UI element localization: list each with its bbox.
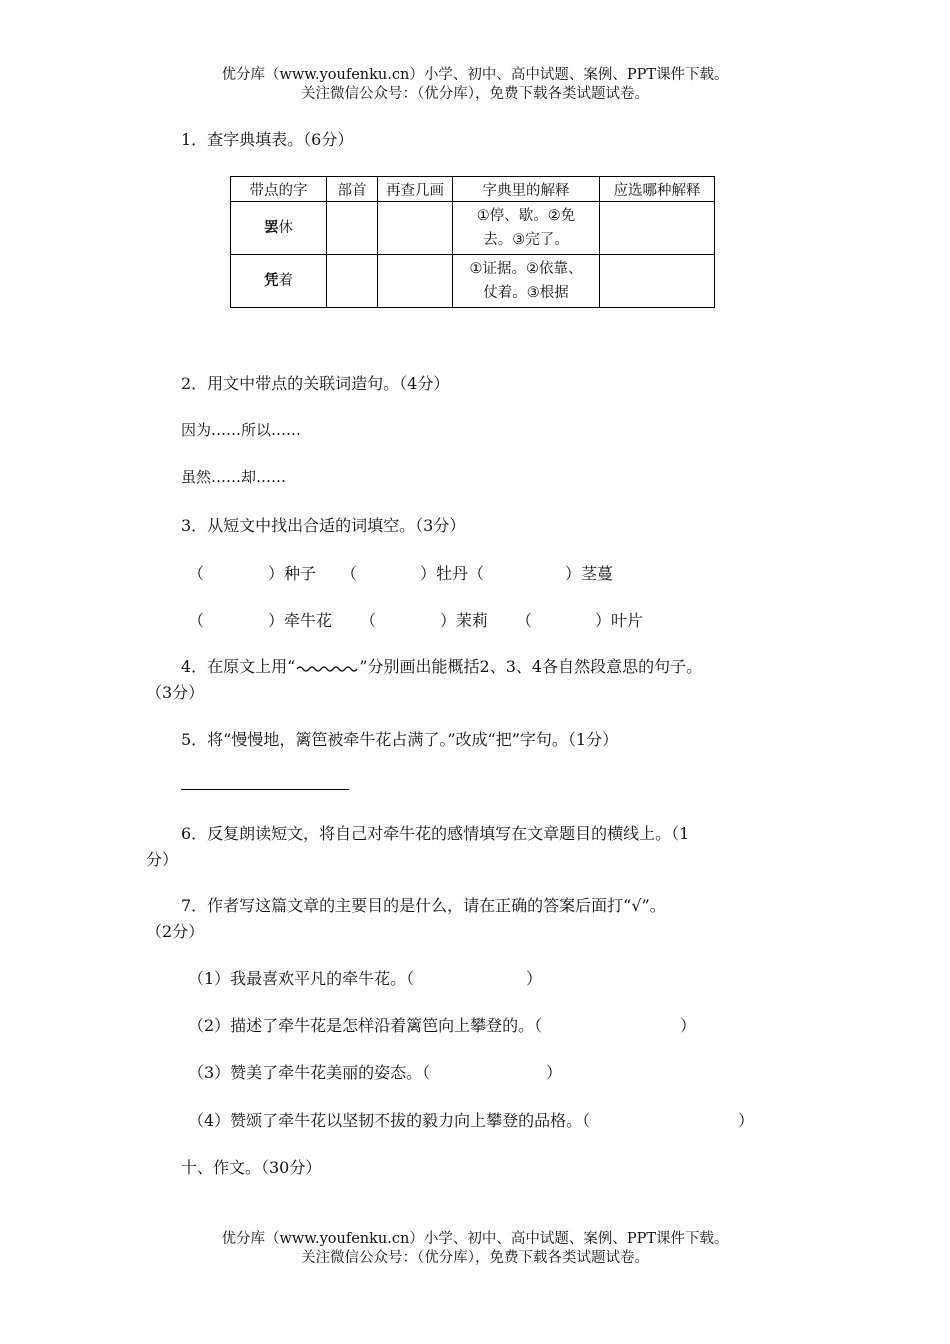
meaning-cell [453,202,600,255]
radical-answer-cell[interactable] [327,202,378,255]
table-header-cell: 应选哪种解释 [600,177,715,202]
q3-word: ）牡丹（ [420,564,485,583]
q4-suffix: ”分别画出能概括2、3、4各自然段意思的句子。 [359,657,703,676]
q7-option-close: ） [738,1111,755,1130]
header-line-2: 关注微信公众号：（优分库），免费下载各类试题试卷。 [301,86,649,102]
q3-paren: （ [188,611,205,630]
q3-word: ）茎蔓 [565,564,614,583]
q4-cont: （3分） [146,683,205,702]
table-header-cell: 字典里的解释 [453,177,600,202]
choice-answer-cell[interactable] [600,255,715,308]
q7-option-close: ） [546,1063,563,1082]
meaning-line: 仗着。③根据 [483,285,569,301]
meaning-cell [453,255,600,308]
q5-answer-line[interactable] [181,789,349,790]
q3-title: 3．从短文中找出合适的词填空。（3分） [181,516,466,535]
word-cell [231,202,327,255]
dotted-char: 罢 [264,220,279,236]
q1-title: 1．查字典填表。（6分） [181,130,354,149]
word-rest: 休 [278,220,293,236]
table-row [231,255,715,308]
dictionary-table [230,176,715,308]
q3-word: ）种子 [268,564,317,583]
meaning-line: ①证据。②依靠、 [469,261,583,277]
q2-item-1: 因为……所以…… [181,421,302,439]
footer-line-2: 关注微信公众号：（优分库），免费下载各类试题试卷。 [301,1250,649,1266]
q7-option-1: （1）我最喜欢平凡的牵牛花。（ [188,969,415,988]
q3-paren: （ [360,611,377,630]
q7-option-close: ） [680,1016,697,1035]
q7-option-2: （2）描述了牵牛花是怎样沿着篱笆向上攀登的。（ [188,1016,543,1035]
q6-title: 6．反复朗读短文，将自己对牵牛花的感情填写在文章题目的横线上。（1 [181,824,690,843]
meaning-line: ①停、歇。②免 [476,208,576,224]
meaning-line: 去。③完了。 [483,232,569,248]
q3-paren: （ [341,564,358,583]
q7-option-3: （3）赞美了牵牛花美丽的姿态。（ [188,1063,431,1082]
footer-line-1: 优分库（www.youfenku.cn）小学、初中、高中试题、案例、PPT课件下载。 [221,1231,729,1247]
q7-cont: （2分） [146,922,205,941]
q3-word: ）叶片 [595,611,644,630]
table-header-cell: 带点的字 [231,177,327,202]
q2-item-2: 虽然……却…… [181,468,287,486]
q5-title: 5．将“慢慢地，篱笆被牵牛花占满了。”改成“把”字句。（1分） [181,730,619,749]
radical-answer-cell[interactable] [327,255,378,308]
q7-option-4: （4）赞颂了牵牛花以坚韧不拔的毅力向上攀登的品格。（ [188,1111,591,1130]
strokes-answer-cell[interactable] [378,255,453,308]
word-rest: 着 [278,273,293,289]
q7-title: 7．作者写这篇文章的主要目的是什么，请在正确的答案后面打“√”。 [181,896,666,915]
choice-answer-cell[interactable] [600,202,715,255]
dotted-char: 凭 [264,273,279,289]
q4-line [181,654,702,677]
q3-word: ）牵牛花 [268,611,333,630]
composition-title: 十、作文。（30分） [181,1158,322,1177]
q3-paren: （ [188,564,205,583]
table-header-cell: 再查几画 [378,177,453,202]
strokes-answer-cell[interactable] [378,202,453,255]
table-header-cell: 部首 [327,177,378,202]
table-row [231,202,715,255]
wavy-line-icon [295,662,359,674]
word-cell [231,255,327,308]
q3-paren: （ [516,611,533,630]
q4-prefix: 4．在原文上用“ [181,657,296,676]
q3-word: ）茉莉 [440,611,489,630]
table-header-row [231,177,715,202]
q2-title: 2．用文中带点的关联词造句。（4分） [181,374,450,393]
header-line-1: 优分库（www.youfenku.cn）小学、初中、高中试题、案例、PPT课件下载。 [221,67,729,83]
q6-cont: 分） [146,850,179,869]
q7-option-close: ） [526,969,543,988]
